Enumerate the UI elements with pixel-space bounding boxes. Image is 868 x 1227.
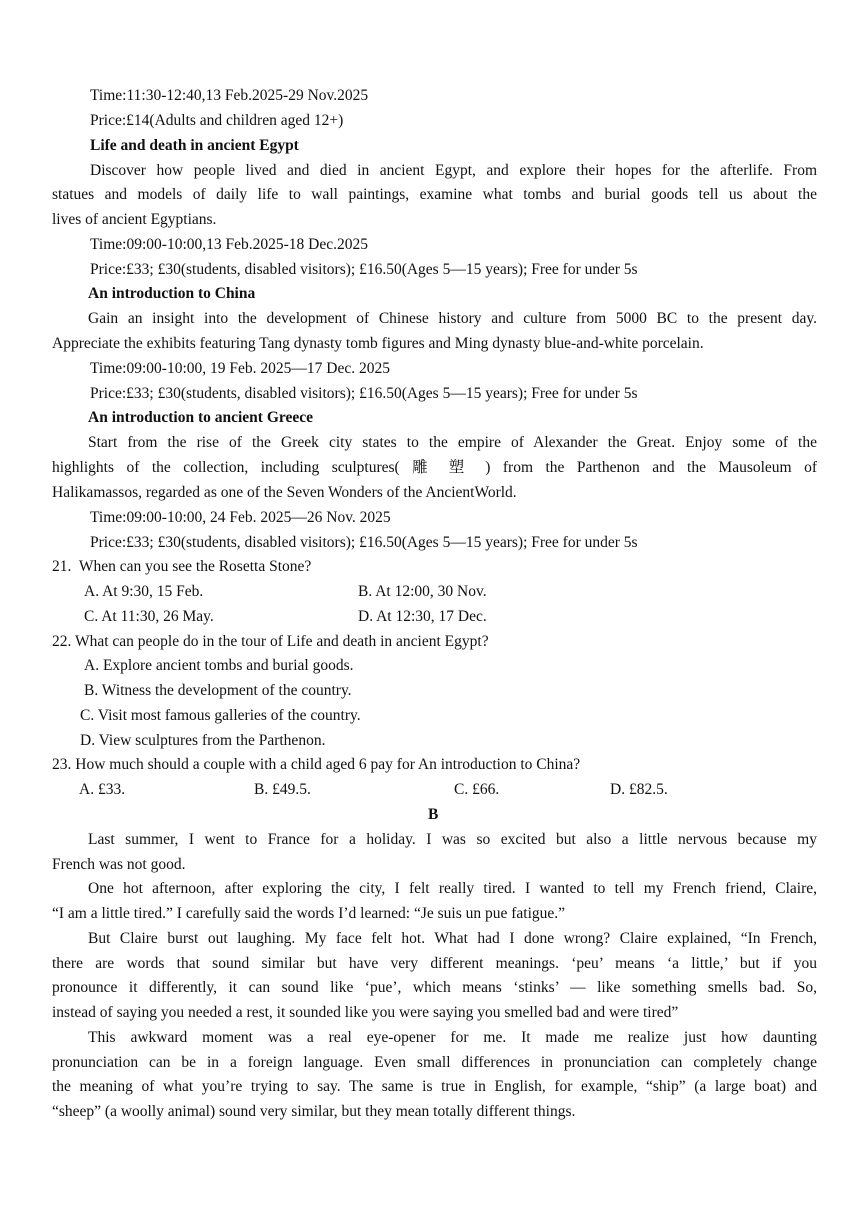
- question-stem: 21. When can you see the Rosetta Stone?: [52, 558, 312, 575]
- answer-option[interactable]: B. At 12:00, 30 Nov.: [358, 583, 487, 600]
- passage-b-line: This awkward moment was a real eye-opener for me. It made me realize just how daunting: [88, 1029, 817, 1046]
- passage-b-line: “I am a little tired.” I carefully said the words I’d learned: “Je suis un pue fatigue.”: [52, 905, 566, 922]
- greece-time: Time:09:00-10:00, 24 Feb. 2025—26 Nov. 2025: [90, 509, 391, 526]
- answer-option[interactable]: C. £66.: [454, 781, 500, 798]
- answer-option[interactable]: D. £82.5.: [610, 781, 668, 798]
- egypt-desc-line: Discover how people lived and died in ancient Egypt, and explore their hopes for the afterlife. From: [90, 162, 817, 179]
- egypt-time: Time:09:00-10:00,13 Feb.2025-18 Dec.2025: [90, 236, 368, 253]
- egypt-desc-line: lives of ancient Egyptians.: [52, 211, 217, 228]
- greece-price: Price:£33; £30(students, disabled visitors); £16.50(Ages 5—15 years); Free for under 5s: [90, 534, 638, 551]
- passage-b-line: there are words that sound similar but have very different meanings. ‘peu’ means ‘a little,’ but if you: [52, 955, 817, 972]
- question-stem: 23. How much should a couple with a child aged 6 pay for An introduction to China?: [52, 756, 581, 773]
- question-stem: 22. What can people do in the tour of Life and death in ancient Egypt?: [52, 633, 489, 650]
- answer-option[interactable]: D. At 12:30, 17 Dec.: [358, 608, 487, 625]
- china-time: Time:09:00-10:00, 19 Feb. 2025—17 Dec. 2025: [90, 360, 390, 377]
- egypt-heading: Life and death in ancient Egypt: [90, 137, 299, 154]
- answer-option[interactable]: B. £49.5.: [254, 781, 311, 798]
- answer-option[interactable]: A. At 9:30, 15 Feb.: [84, 583, 204, 600]
- passage-b-line: One hot afternoon, after exploring the city, I felt really tired. I wanted to tell my French friend, Claire,: [88, 880, 817, 897]
- greece-desc-line: Start from the rise of the Greek city states to the empire of Alexander the Great. Enjoy some of the: [88, 434, 817, 451]
- china-desc-line: Appreciate the exhibits featuring Tang dynasty tomb figures and Ming dynasty blue-and-white porcelain.: [52, 335, 704, 352]
- answer-option[interactable]: A. Explore ancient tombs and burial goods.: [84, 657, 354, 674]
- passage-b-line: pronounce it differently, it can sound like ‘pue’, which means ‘stinks’ — like something smells bad. So,: [52, 979, 817, 996]
- passage-b-line: French was not good.: [52, 856, 186, 873]
- answer-option[interactable]: C. Visit most famous galleries of the country.: [80, 707, 361, 724]
- egypt-price: Price:£33; £30(students, disabled visitors); £16.50(Ages 5—15 years); Free for under 5s: [90, 261, 638, 278]
- section-b-heading: B: [428, 806, 439, 823]
- passage-b-line: the meaning of what you’re trying to say. The same is true in English, for example, “ship” (a large boat) and: [52, 1078, 817, 1095]
- passage-b-line: “sheep” (a woolly animal) sound very similar, but they mean totally different things.: [52, 1103, 576, 1120]
- passage-b-line: Last summer, I went to France for a holiday. I was so excited but also a little nervous because my: [88, 831, 817, 848]
- rosetta-time: Time:11:30-12:40,13 Feb.2025-29 Nov.2025: [90, 87, 369, 104]
- greece-desc-line: highlights of the collection, including sculptures( 雕 塑 ) from the Parthenon and the Mausoleum of: [52, 459, 817, 476]
- passage-b-line: instead of saying you needed a rest, it sounded like you were saying you smelled bad and were tired”: [52, 1004, 679, 1021]
- china-price: Price:£33; £30(students, disabled visitors); £16.50(Ages 5—15 years); Free for under 5s: [90, 385, 638, 402]
- china-desc-line: Gain an insight into the development of Chinese history and culture from 5000 BC to the present day.: [88, 310, 817, 327]
- greece-desc-line: Halikamassos, regarded as one of the Seven Wonders of the AncientWorld.: [52, 484, 517, 501]
- answer-option[interactable]: C. At 11:30, 26 May.: [84, 608, 214, 625]
- china-heading: An introduction to China: [88, 285, 256, 302]
- answer-option[interactable]: A. £33.: [79, 781, 126, 798]
- answer-option[interactable]: B. Witness the development of the country.: [84, 682, 352, 699]
- greece-heading: An introduction to ancient Greece: [88, 409, 314, 426]
- passage-b-line: pronunciation can be in a foreign language. Even small differences in pronunciation can completely change: [52, 1054, 817, 1071]
- rosetta-price: Price:£14(Adults and children aged 12+): [90, 112, 344, 129]
- answer-option[interactable]: D. View sculptures from the Parthenon.: [80, 732, 326, 749]
- egypt-desc-line: statues and models of daily life to wall paintings, examine what tombs and burial goods tell us about the: [52, 186, 817, 203]
- passage-b-line: But Claire burst out laughing. My face felt hot. What had I done wrong? Claire explained, “In French,: [88, 930, 817, 947]
